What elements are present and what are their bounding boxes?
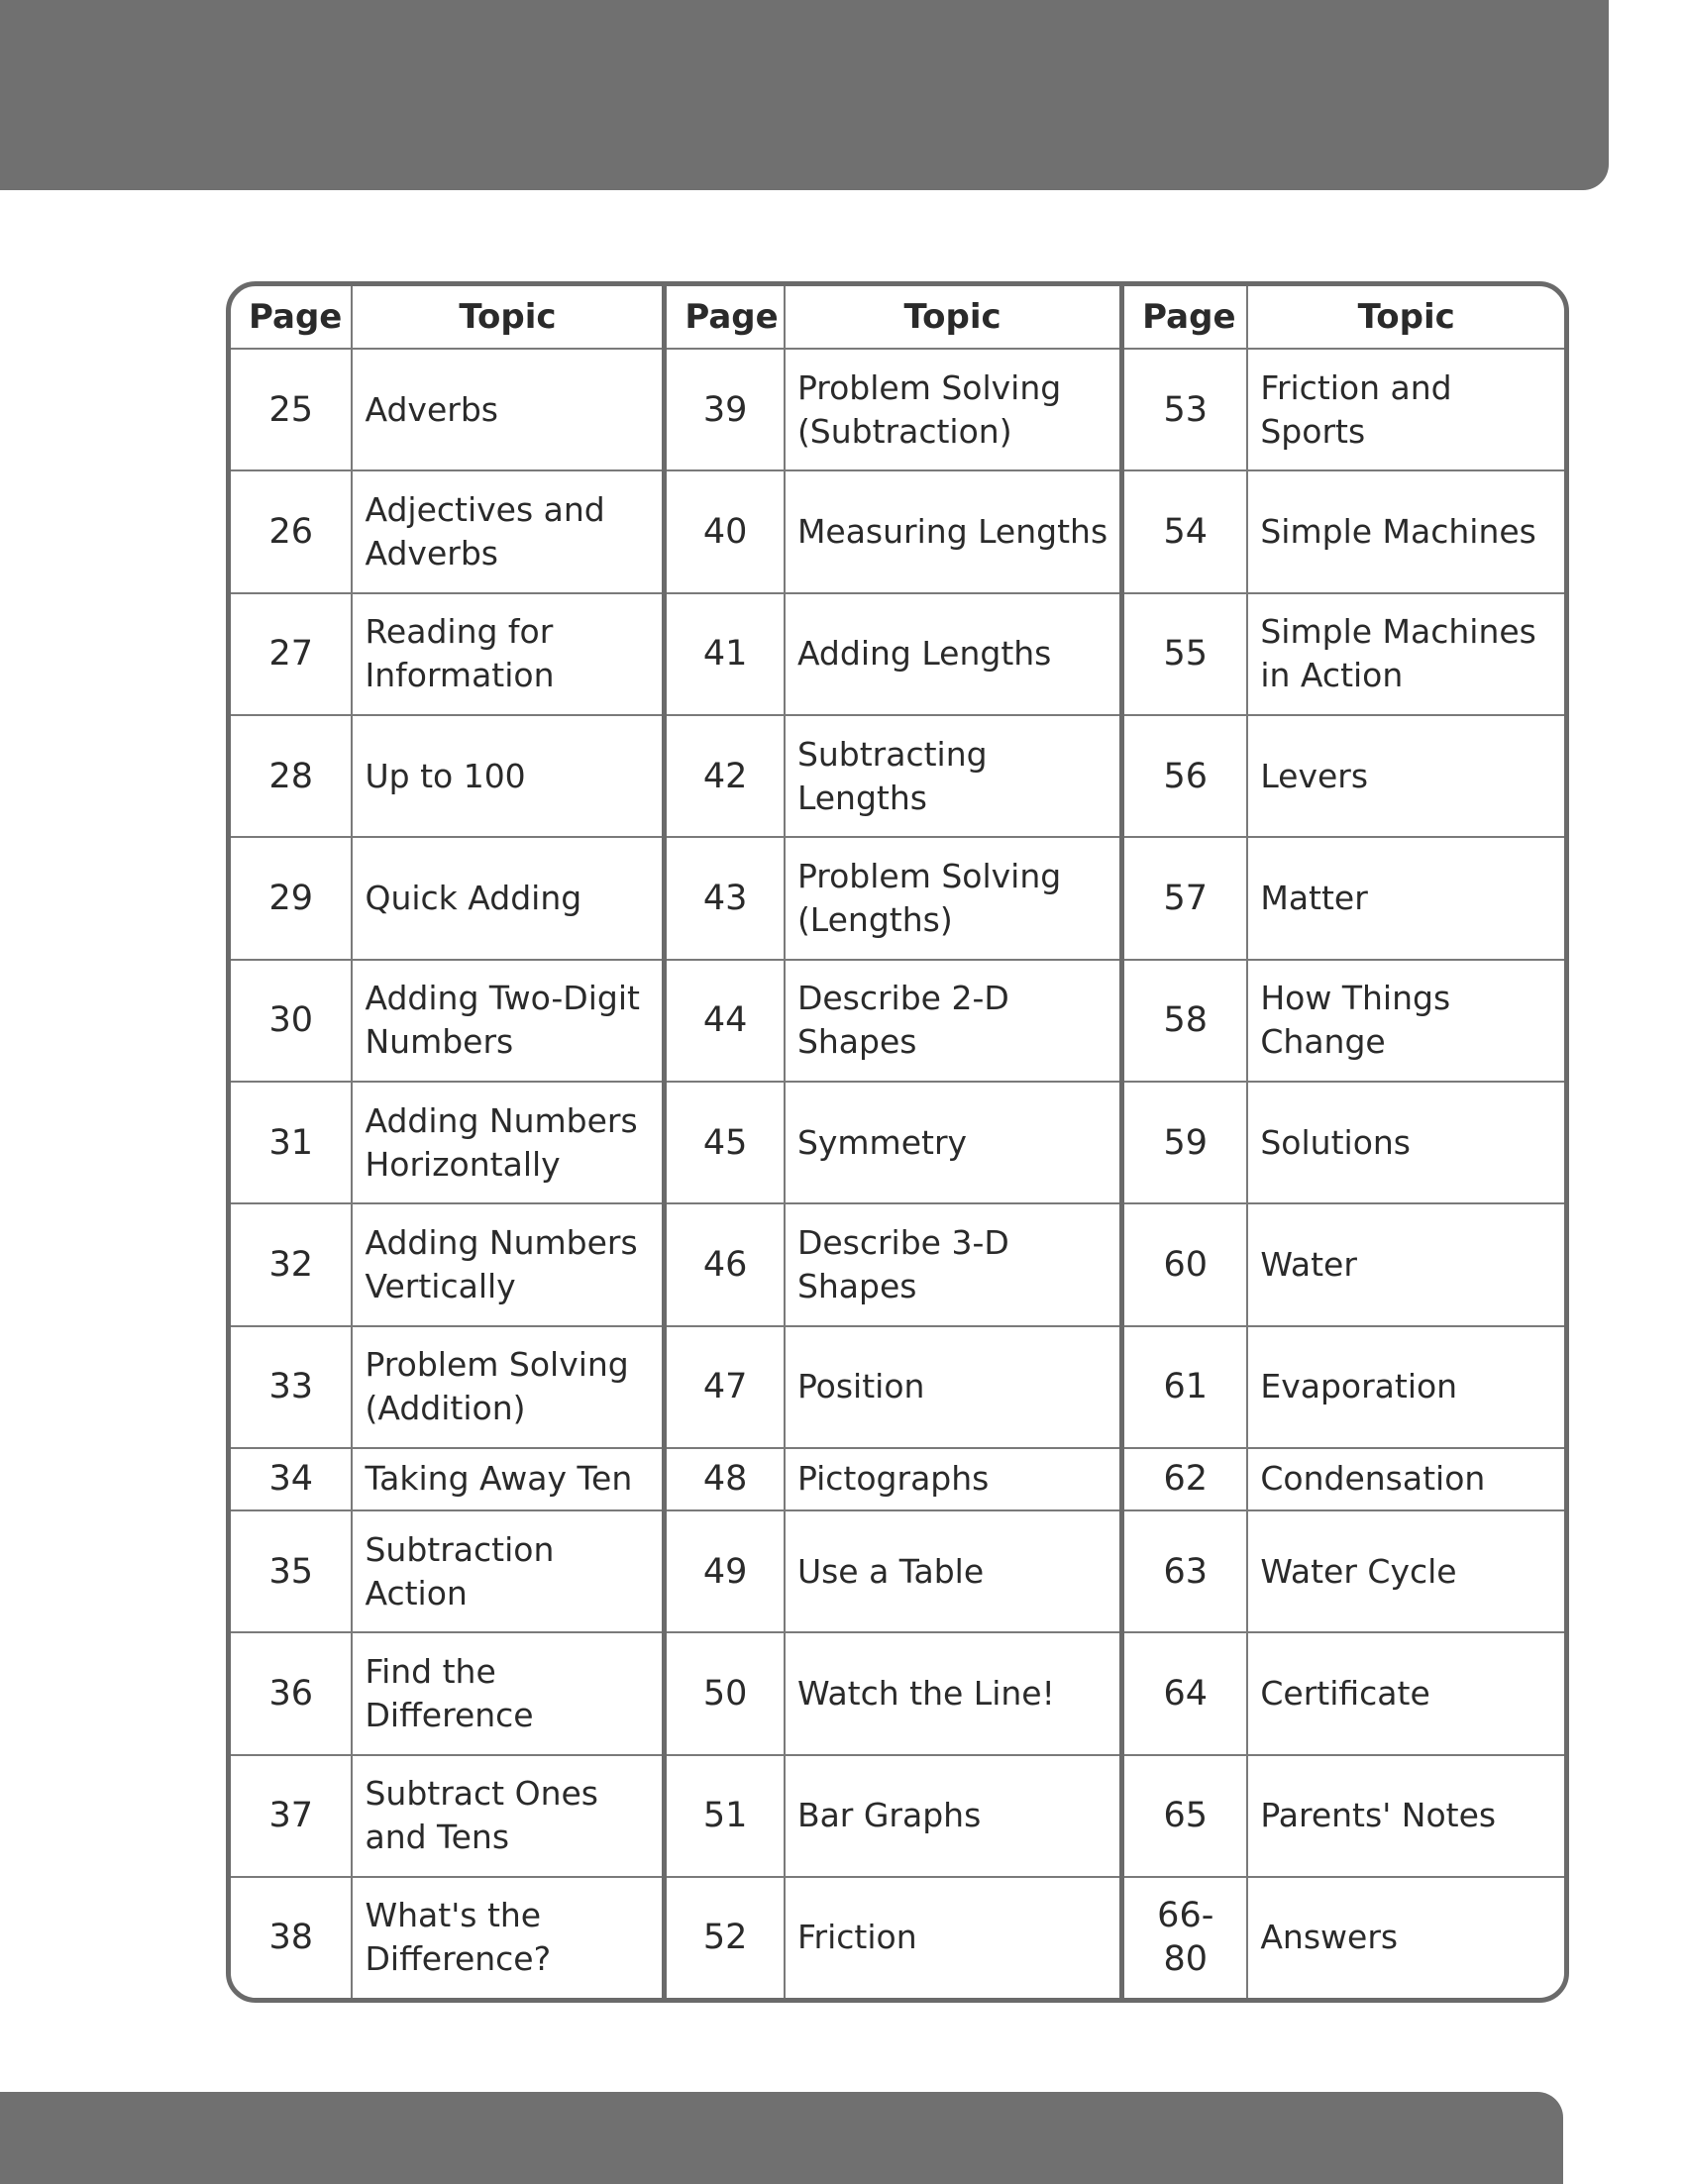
toc-page-number: 33 — [231, 1326, 352, 1448]
toc-topic: Use a Table — [785, 1510, 1122, 1632]
toc-page-number: 46 — [665, 1203, 785, 1325]
toc-topic: Matter — [1247, 837, 1564, 959]
toc-topic: Evaporation — [1247, 1326, 1564, 1448]
toc-page-number: 25 — [231, 349, 352, 470]
toc-topic: Adding Two-Digit Numbers — [352, 960, 664, 1082]
toc-page-number: 52 — [665, 1877, 785, 1998]
toc-page-number: 38 — [231, 1877, 352, 1998]
toc-page-number: 64 — [1122, 1632, 1248, 1754]
toc-topic: Problem Solving (Lengths) — [785, 837, 1122, 959]
toc-topic: How Things Change — [1247, 960, 1564, 1082]
toc-topic: Subtraction Action — [352, 1510, 664, 1632]
toc-topic: What's the Difference? — [352, 1877, 664, 1998]
toc-topic: Adjectives and Adverbs — [352, 470, 664, 592]
toc-page-number: 60 — [1122, 1203, 1248, 1325]
toc-topic: Reading for Information — [352, 593, 664, 715]
toc-row — [231, 1632, 1564, 1754]
toc-topic: Friction — [785, 1877, 1122, 1998]
toc-row — [231, 715, 1564, 837]
toc-page-number: 27 — [231, 593, 352, 715]
toc-topic: Simple Machines in Action — [1247, 593, 1564, 715]
table-of-contents — [226, 281, 1569, 2003]
toc-row — [231, 1082, 1564, 1203]
toc-page-number: 58 — [1122, 960, 1248, 1082]
toc-page-number: 31 — [231, 1082, 352, 1203]
toc-page-number: 37 — [231, 1755, 352, 1877]
toc-page-number: 61 — [1122, 1326, 1248, 1448]
toc-page-number: 57 — [1122, 837, 1248, 959]
toc-topic: Problem Solving (Subtraction) — [785, 349, 1122, 470]
toc-row — [231, 837, 1564, 959]
toc-row — [231, 1203, 1564, 1325]
toc-header-row — [231, 286, 1564, 349]
toc-page-number: 55 — [1122, 593, 1248, 715]
toc-page-number: 48 — [665, 1448, 785, 1510]
toc-page-number: 36 — [231, 1632, 352, 1754]
toc-page-number: 49 — [665, 1510, 785, 1632]
toc-page-number: 34 — [231, 1448, 352, 1510]
toc-row — [231, 1877, 1564, 1998]
toc-page-number: 39 — [665, 349, 785, 470]
toc-topic: Simple Machines — [1247, 470, 1564, 592]
toc-topic: Problem Solving (Addition) — [352, 1326, 664, 1448]
toc-page-number: 54 — [1122, 470, 1248, 592]
toc-page-number: 50 — [665, 1632, 785, 1754]
toc-row — [231, 593, 1564, 715]
toc-topic: Measuring Lengths — [785, 470, 1122, 592]
toc-page-number: 63 — [1122, 1510, 1248, 1632]
toc-page-number: 56 — [1122, 715, 1248, 837]
toc-row — [231, 470, 1564, 592]
toc-page-number: 59 — [1122, 1082, 1248, 1203]
toc-page-number: 44 — [665, 960, 785, 1082]
toc-topic: Pictographs — [785, 1448, 1122, 1510]
toc-topic: Find the Difference — [352, 1632, 664, 1754]
toc-table — [231, 286, 1564, 1998]
toc-page-number: 32 — [231, 1203, 352, 1325]
toc-page-number: 47 — [665, 1326, 785, 1448]
page-column-header: Page — [665, 286, 785, 349]
toc-page-number: 65 — [1122, 1755, 1248, 1877]
top-banner — [0, 0, 1609, 190]
toc-page-number: 40 — [665, 470, 785, 592]
toc-topic: Up to 100 — [352, 715, 664, 837]
toc-row — [231, 960, 1564, 1082]
toc-topic: Answers — [1247, 1877, 1564, 1998]
toc-topic: Bar Graphs — [785, 1755, 1122, 1877]
toc-page-number: 41 — [665, 593, 785, 715]
page-column-header: Page — [231, 286, 352, 349]
toc-page-number: 45 — [665, 1082, 785, 1203]
toc-topic: Describe 3-D Shapes — [785, 1203, 1122, 1325]
topic-column-header: Topic — [785, 286, 1122, 349]
toc-topic: Position — [785, 1326, 1122, 1448]
toc-row — [231, 1448, 1564, 1510]
toc-topic: Water Cycle — [1247, 1510, 1564, 1632]
toc-topic: Friction and Sports — [1247, 349, 1564, 470]
toc-row — [231, 1755, 1564, 1877]
toc-page-number: 66-80 — [1122, 1877, 1248, 1998]
toc-topic: Adding Lengths — [785, 593, 1122, 715]
toc-topic: Subtract Ones and Tens — [352, 1755, 664, 1877]
toc-topic: Levers — [1247, 715, 1564, 837]
toc-page-number: 43 — [665, 837, 785, 959]
toc-topic: Water — [1247, 1203, 1564, 1325]
toc-topic: Adding Numbers Vertically — [352, 1203, 664, 1325]
page-column-header: Page — [1122, 286, 1248, 349]
toc-page-number: 62 — [1122, 1448, 1248, 1510]
toc-topic: Subtracting Lengths — [785, 715, 1122, 837]
toc-topic: Watch the Line! — [785, 1632, 1122, 1754]
toc-page-number: 26 — [231, 470, 352, 592]
toc-row — [231, 1326, 1564, 1448]
toc-page-number: 29 — [231, 837, 352, 959]
toc-topic: Taking Away Ten — [352, 1448, 664, 1510]
toc-topic: Adverbs — [352, 349, 664, 470]
toc-topic: Quick Adding — [352, 837, 664, 959]
toc-page-number: 35 — [231, 1510, 352, 1632]
toc-topic: Condensation — [1247, 1448, 1564, 1510]
toc-page-number: 42 — [665, 715, 785, 837]
toc-row — [231, 1510, 1564, 1632]
toc-topic: Symmetry — [785, 1082, 1122, 1203]
toc-row — [231, 349, 1564, 470]
toc-topic: Parents' Notes — [1247, 1755, 1564, 1877]
toc-topic: Certificate — [1247, 1632, 1564, 1754]
bottom-banner — [0, 2092, 1563, 2184]
toc-topic: Adding Numbers Horizontally — [352, 1082, 664, 1203]
toc-page-number: 51 — [665, 1755, 785, 1877]
topic-column-header: Topic — [352, 286, 664, 349]
topic-column-header: Topic — [1247, 286, 1564, 349]
toc-topic: Solutions — [1247, 1082, 1564, 1203]
toc-page-number: 53 — [1122, 349, 1248, 470]
toc-page-number: 28 — [231, 715, 352, 837]
toc-page-number: 30 — [231, 960, 352, 1082]
toc-topic: Describe 2-D Shapes — [785, 960, 1122, 1082]
